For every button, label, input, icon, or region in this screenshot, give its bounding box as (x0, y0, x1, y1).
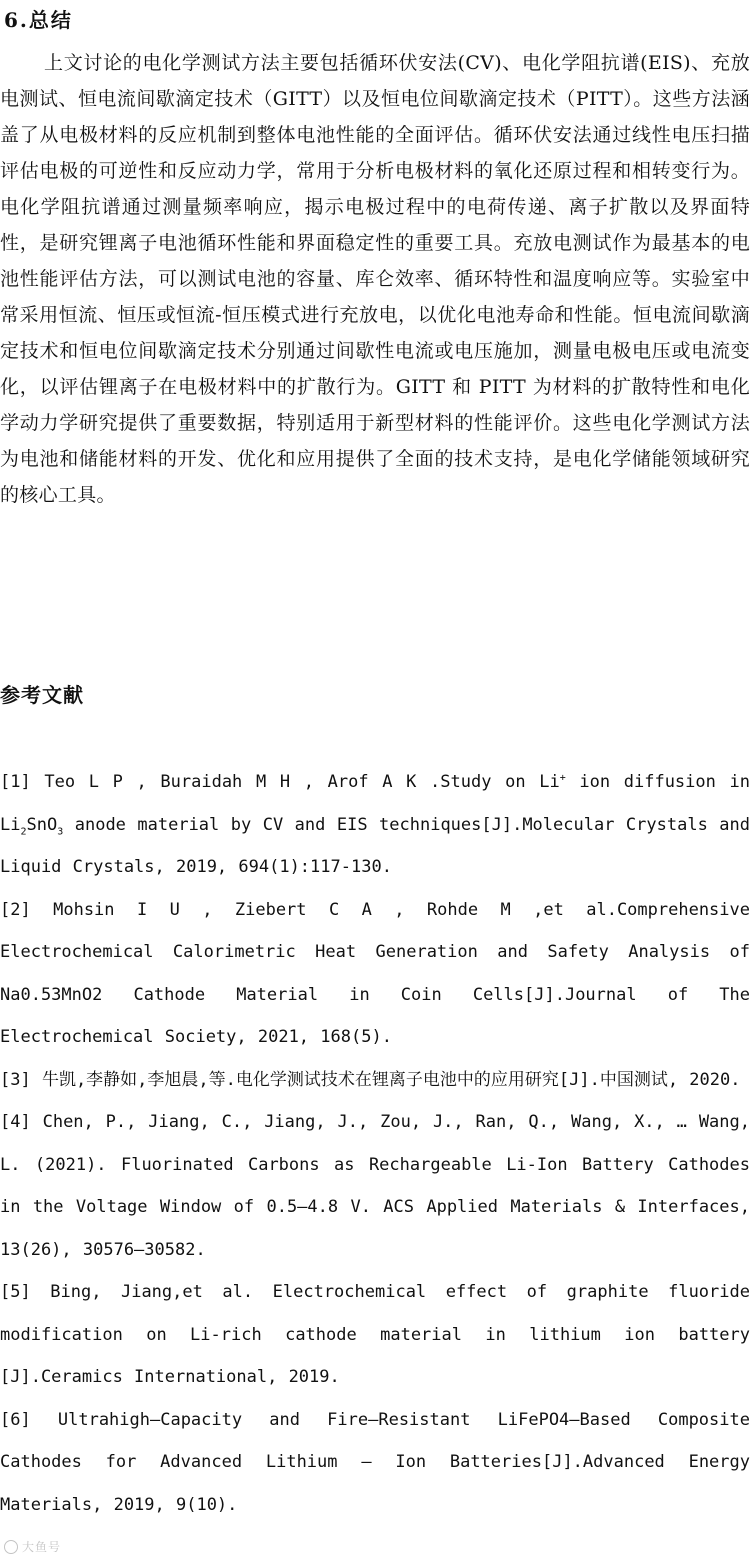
section-title: 6.总结 (4, 8, 73, 32)
reference-1-part1: [1] Teo L P , Buraidah M H , Arof A K .Study on Li (0, 772, 560, 792)
references-heading: 参考文献 (0, 683, 84, 707)
reference-item-1 (0, 761, 750, 889)
reference-1-part2: ion diffusion in Li (0, 772, 750, 835)
reference-item-5: [5] Bing, Jiang,et al. Electrochemical effect of graphite fluoride modification on Li-rich cathode material in lithium ion battery [J].Ceramics International, 2019. (0, 1282, 750, 1387)
watermark-text: 大鱼号 (22, 1540, 62, 1554)
watermark (4, 1538, 61, 1555)
reference-item-3: [3] 牛凯,李静如,李旭晨,等.电化学测试技术在锂离子电池中的应用研究[J].中国测试, 2020. (0, 1069, 741, 1090)
reference-item-6: [6] Ultrahigh–Capacity and Fire–Resistant LiFePO4–Based Composite Cathodes for Advanced Lithium – Ion Batteries[J].Advanced Energy Materials, 2019, 9(10). (0, 1409, 750, 1515)
watermark-logo-icon (4, 1540, 18, 1554)
reference-item-2: [2] Mohsin I U , Ziebert C A , Rohde M ,et al.Comprehensive Electrochemical Calorimetric Heat Generation and Safety Analysis of Na0.53MnO2 Cathode Material in Coin Cells[J].Journal of The Electrochemical Society, 2021, 168(5). (0, 899, 750, 1047)
reference-1-subscript-1: 2 (20, 825, 27, 837)
reference-1-superscript: + (559, 772, 566, 784)
summary-paragraph: 上文讨论的电化学测试方法主要包括循环伏安法(CV)、电化学阻抗谱(EIS)、充放电测试、恒电流间歇滴定技术（GITT）以及恒电位间歇滴定技术（PITT）。这些方法涵盖了从电极材料的反应机制到整体电池性能的全面评估。循环伏安法通过线性电压扫描评估电极的可逆性和反应动力学，常用于分析电极材料的氧化还原过程和相转变行为。电化学阻抗谱通过测量频率响应，揭示电极过程中的电荷传递、离子扩散以及界面特性，是研究锂离子电池循环性能和界面稳定性的重要工具。充放电测试作为最基本的电池性能评估方法，可以测试电池的容量、库仑效率、循环特性和温度响应等。实验室中常采用恒流、恒压或恒流-恒压模式进行充放电，以优化电池寿命和性能。恒电流间歇滴定技术和恒电位间歇滴定技术分别通过间歇性电流或电压施加，测量电极电压或电流变化，以评估锂离子在电极材料中的扩散行为。GITT 和 PITT 为材料的扩散特性和电化学动力学研究提供了重要数据，特别适用于新型材料的性能评价。这些电化学测试方法为电池和储能材料的开发、优化和应用提供了全面的技术支持，是电化学储能领域研究的核心工具。 (0, 52, 750, 506)
reference-list (0, 761, 750, 1526)
reference-item-4: [4] Chen, P., Jiang, C., Jiang, J., Zou, J., Ran, Q., Wang, X., … Wang, L. (2021). Fluorinated Carbons as Rechargeable Li-Ion Battery Cathodes in the Voltage Window of 0.5–4.8 V. ACS Applied Materials & Interfaces, 13(26), 30576–30582. (0, 1112, 750, 1260)
reference-1-part3: SnO (26, 814, 58, 835)
reference-1-part4: anode material by CV and EIS techniques[J].Molecular Crystals and Liquid Crystals, 2019, 694(1):117-130. (0, 814, 750, 877)
reference-1-subscript-2: 3 (57, 825, 64, 837)
